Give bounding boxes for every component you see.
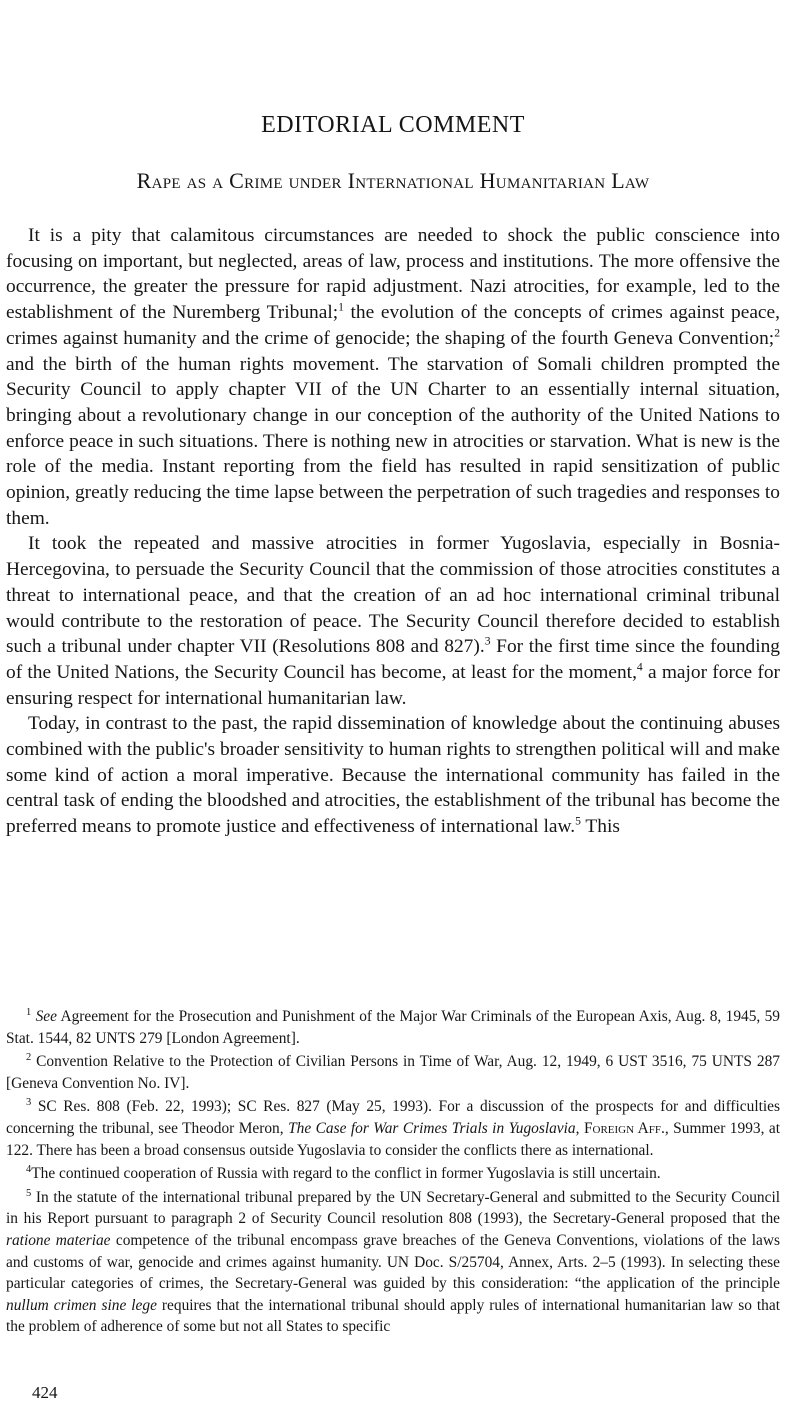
p2-text-2: For the first time since the founding of the United Nations, the Security Council has become, at least for the moment, (6, 636, 780, 683)
p1-text-3: and the birth of the human rights movement. The starvation of Somali children prompted the Security Council to apply chapter VII of the UN Charter to an essentially internal situation, bringing about a revolutionary change in our conception of the authority of the United Nations to enforce peace in such situations. There is nothing new in atrocities or starvation. What is new is the role of the media. Instant reporting from the field has resulted in rapid sensitization of public opinion, greatly reducing the time lapse between the perpetration of such tragedies and responses to them. (6, 353, 780, 529)
footnote-number-3: 3 (26, 1097, 32, 1109)
footnote-number-2: 2 (26, 1052, 32, 1064)
p1-text-2: the evolution of the concepts of crimes against peace, crimes against humanity and the crime of genocide; the shaping of the fourth Geneva Convention; (6, 302, 780, 349)
footnote-number-4: 4 (26, 1164, 32, 1176)
footnote-3-article-title: The Case for War Crimes Trials in Yugoslavia (288, 1119, 576, 1137)
body-paragraph-3 (6, 711, 780, 840)
page-number: 424 (32, 1383, 58, 1402)
p2-text-1: It took the repeated and massive atrocities in former Yugoslavia, especially in Bosnia-Hercegovina, to persuade the Security Council that the commission of those atrocities constitutes a threat to international peace, and that the creation of an ad hoc international criminal tribunal would contribute to the restoration of peace. The Security Council therefore decided to establish such a tribunal under chapter VII (Resolutions 808 and 827). (6, 533, 780, 658)
section-heading: EDITORIAL COMMENT (261, 112, 525, 138)
footnote-5-latin-2: nullum crimen sine lege (6, 1296, 157, 1314)
footnote-3-text-2: , (575, 1119, 584, 1137)
footnote-ref-1[interactable]: 1 (338, 300, 344, 314)
footnote-1 (6, 1006, 780, 1049)
p3-text-2: This (580, 816, 620, 838)
footnote-ref-2[interactable]: 2 (774, 326, 780, 340)
footnote-3-journal: Foreign Aff. (583, 1119, 665, 1137)
body-paragraph-1 (6, 223, 780, 531)
footnote-2 (6, 1051, 780, 1094)
article-title: Rape as a Crime under International Humanitarian Law (136, 168, 650, 193)
article-body (6, 223, 780, 840)
footnote-5-text-2: competence of the tribunal encompass grave breaches of the Geneva Conventions, violations of the laws and customs of war, genocide and crimes against humanity. UN Doc. S/25704, Annex, Arts. 2–5 (1993). In selecting these particular categories of crimes, the Secretary-General was guided by this consideration: “the application of the principle (6, 1231, 780, 1293)
p3-text-1: Today, in contrast to the past, the rapid dissemination of knowledge about the continuing abuses combined with the public's broader sensitivity to human rights to strengthen political will and make some kind of action a moral imperative. Because the international community has failed in the central task of ending the bloodshed and atrocities, the establishment of the tribunal has become the preferred means to promote justice and effectiveness of international law. (6, 713, 780, 838)
footnote-ref-5[interactable]: 5 (575, 814, 581, 828)
footnote-3 (6, 1096, 780, 1161)
footnote-5 (6, 1187, 780, 1338)
footnote-5-latin-1: ratione materiae (6, 1231, 111, 1249)
footnote-1-text: Agreement for the Prosecution and Punishment of the Major War Criminals of the European Axis, Aug. 8, 1945, 59 Stat. 1544, 82 UNTS 279 [London Agreement]. (6, 1008, 780, 1047)
footnote-number-1: 1 (26, 1006, 32, 1018)
footnote-5-text-1: In the statute of the international tribunal prepared by the UN Secretary-General and submitted to the Security Council in his Report pursuant to paragraph 2 of Security Council resolution 808 (1993), the Secretary-General proposed that the (6, 1188, 780, 1228)
p1-text-1: It is a pity that calamitous circumstances are needed to shock the public conscience into focusing on important, but neglected, areas of law, process and institutions. The more offensive the occurrence, the greater the pressure for rapid adjustment. Nazi atrocities, for example, led to the establishment of the Nuremberg Tribunal; (6, 225, 780, 324)
footnote-3-text-3: , Summer 1993, at 122. There has been a broad consensus outside Yugoslavia to consider the conflicts there as international. (6, 1119, 781, 1159)
footnote-2-text: Convention Relative to the Protection of Civilian Persons in Time of War, Aug. 12, 1949, 6 UST 3516, 75 UNTS 287 [Geneva Convention No. IV]. (6, 1053, 780, 1092)
footnote-1-signal: See (35, 1008, 57, 1025)
p2-text-3: a major force for ensuring respect for international humanitarian law. (6, 661, 780, 709)
footnotes-section (6, 1006, 780, 1340)
footnote-3-text-1: SC Res. 808 (Feb. 22, 1993); SC Res. 827 (May 25, 1993). For a discussion of the prospects for and difficulties concerning the tribunal, see Theodor Meron, (6, 1098, 780, 1137)
footnote-4-text: The continued cooperation of Russia with regard to the conflict in former Yugoslavia is still uncertain. (31, 1165, 661, 1183)
journal-page (6, 0, 780, 1410)
footnote-number-5: 5 (26, 1187, 32, 1199)
footnote-ref-4[interactable]: 4 (636, 660, 643, 674)
footnote-4 (6, 1163, 780, 1185)
body-paragraph-2 (6, 531, 780, 711)
footnote-5-text-3: requires that the international tribunal should apply rules of international humanitarian law so that the problem of adherence of some but not all States to specific (6, 1296, 780, 1336)
footnote-ref-3[interactable]: 3 (484, 634, 491, 648)
